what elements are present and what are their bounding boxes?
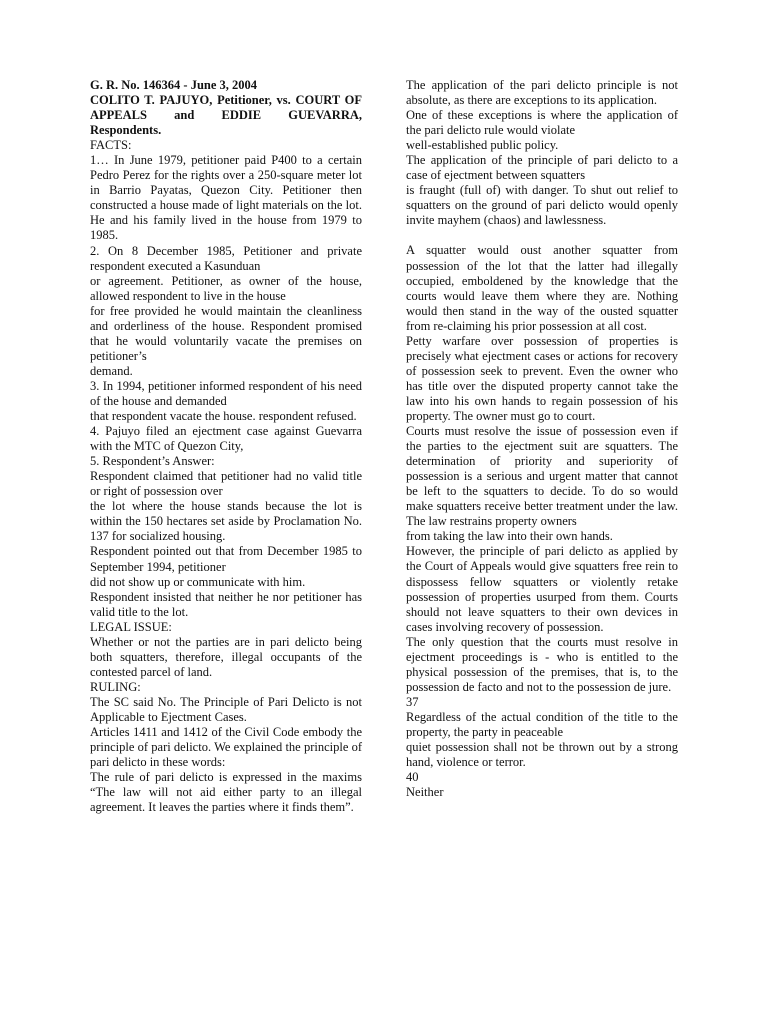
paragraph: 5. Respondent’s Answer: [90, 454, 215, 469]
section-heading-facts: FACTS: [90, 138, 132, 153]
paragraph: One of these exceptions is where the application of the pari delicto rule would violate well-established public policy. [406, 108, 678, 153]
section-heading-ruling: RULING: [90, 679, 141, 694]
right-column [406, 78, 678, 800]
paragraph: Courts must resolve the issue of possession even if the parties to the ejectment suit are squatters. The determination of priority and superiority of possession is a serious and urgent matter that cannot be left to the squatters to decide. To do so would make squatters receive better treatment under the law. The law restrains property owners from taking the law into their own hands. [406, 424, 678, 544]
paragraph: Respondent pointed out that from December 1985 to September 1994, petitioner did not show up or communicate with him. [90, 544, 362, 589]
paragraph: 2. On 8 December 1985, Petitioner and private respondent executed a Kasunduan or agreement. Petitioner, as owner of the house, allowed respondent to live in the house for free provided he would maintain the cleanliness and orderliness of the house. Respondent promised that he would voluntarily vacate the premises on petitioner’s demand. [90, 243, 362, 378]
paragraph: 3. In 1994, petitioner informed respondent of his need of the house and demanded that respondent vacate the house. respondent refused. [90, 378, 362, 424]
paragraph: The only question that the courts must resolve in ejectment proceedings is - who is entitled to the physical possession of the premises, that is, to the possession de facto and not to the possession de jure. [406, 634, 678, 694]
case-number: G. R. No. 146364 - June 3, 2004 [90, 78, 258, 92]
paragraph: However, the principle of pari delicto as applied by the Court of Appeals would give squatters free rein to dispossess fellow squatters or violently retake possession of properties usurped from them. Courts should not leave squatters to their own devices in cases involving recovery of possession. [406, 544, 678, 634]
paragraph: The SC said No. The Principle of Pari Delicto is not Applicable to Ejectment Cases. [90, 694, 362, 724]
case-title: COLITO T. PAJUYO, Petitioner, vs. COURT OF APPEALS and EDDIE GUEVARRA, Respondents. [90, 93, 362, 138]
footnote-number: 37 [406, 694, 419, 709]
section-heading-legal-issue: LEGAL ISSUE: [90, 619, 172, 634]
paragraph: Respondent claimed that petitioner had no valid title or right of possession over the lot where the house stands because the lot is within the 150 hectares set aside by Proclamation No. 137 for socialized housing. [90, 469, 362, 544]
paragraph-fragment: Neither [406, 785, 444, 800]
paragraph: 1… In June 1979, petitioner paid P400 to a certain Pedro Perez for the rights over a 250-square meter lot in Barrio Payatas, Quezon City. Petitioner then constructed a house made of light materials on the lot. He and his family lived in the house from 1979 to 1985. [90, 153, 362, 243]
paragraph: Petty warfare over possession of properties is precisely what ejectment cases or actions for recovery of possession seek to prevent. Even the owner who has title over the disputed property cannot take the law into his own hands to regain possession of his property. The owner must go to court. [406, 333, 678, 423]
paragraph: A squatter would oust another squatter from possession of the lot that the latter had illegally occupied, emboldened by the knowledge that the courts would leave them where they are. Nothing would then stand in the way of the ousted squatter from re-claiming his prior possession at all cost. [406, 243, 678, 333]
paragraph: Respondent insisted that neither he nor petitioner has valid title to the lot. [90, 589, 362, 619]
paragraph: Articles 1411 and 1412 of the Civil Code embody the principle of pari delicto. We explained the principle of pari delicto in these words: [90, 725, 362, 770]
paragraph: The application of the principle of pari delicto to a case of ejectment between squatters is fraught (full of) with danger. To shut out relief to squatters on the ground of pari delicto would openly invite mayhem (chaos) and lawlessness. [406, 153, 678, 228]
paragraph: The rule of pari delicto is expressed in the maxims “The law will not aid either party to an illegal agreement. It leaves the parties where it finds them”. [90, 770, 362, 815]
paragraph: The application of the pari delicto principle is not absolute, as there are exceptions to its application. [406, 78, 678, 108]
footnote-number: 40 [406, 770, 419, 785]
paragraph: Regardless of the actual condition of the title to the property, the party in peaceable quiet possession shall not be thrown out by a strong hand, violence or terror. [406, 709, 678, 770]
paragraph: Whether or not the parties are in pari delicto being both squatters, therefore, illegal occupants of the contested parcel of land. [90, 634, 362, 679]
paragraph: 4. Pajuyo filed an ejectment case against Guevarra with the MTC of Quezon City, [90, 424, 362, 454]
left-column [90, 78, 362, 815]
